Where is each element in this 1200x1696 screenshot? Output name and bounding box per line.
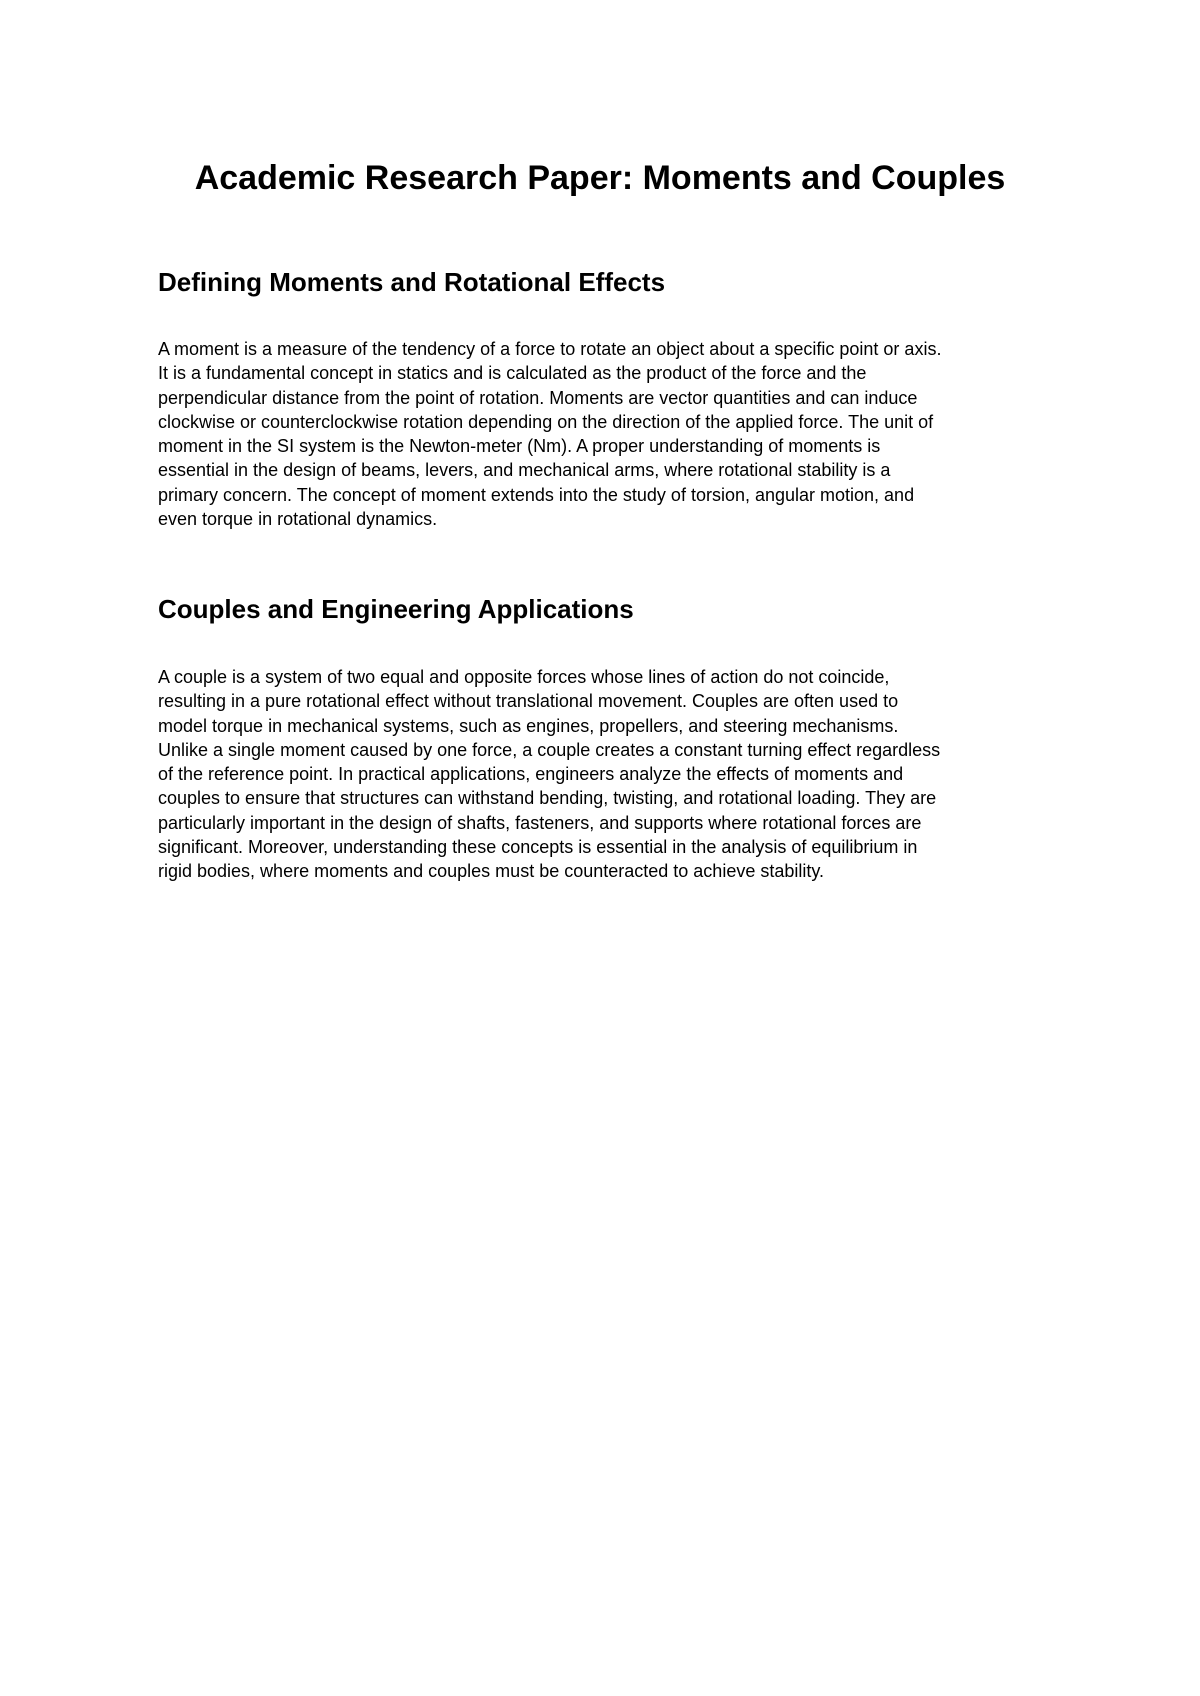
paragraph-line: couples to ensure that structures can withstand bending, twisting, and rotational loading. They are	[158, 788, 937, 809]
section-heading-couples: Couples and Engineering Applications	[158, 594, 634, 624]
paragraph-line: It is a fundamental concept in statics and is calculated as the product of the force and the	[158, 363, 867, 384]
paper-title: Academic Research Paper: Moments and Couples	[194, 159, 1006, 197]
section-heading-moments: Defining Moments and Rotational Effects	[158, 267, 666, 297]
paragraph-line: significant. Moreover, understanding these concepts is essential in the analysis of equilibrium in	[158, 837, 918, 858]
paragraph-line: model torque in mechanical systems, such as engines, propellers, and steering mechanisms.	[158, 715, 899, 736]
paragraph-line: essential in the design of beams, levers, and mechanical arms, where rotational stability is a	[158, 460, 891, 481]
paragraph-line: primary concern. The concept of moment extends into the study of torsion, angular motion, and	[158, 484, 915, 505]
section-body-couples	[158, 665, 1058, 884]
paragraph-line: resulting in a pure rotational effect without translational movement. Couples are often used to	[158, 691, 899, 712]
paragraph-line: moment in the SI system is the Newton-meter (Nm). A proper understanding of moments is	[158, 436, 881, 457]
paragraph-line: A moment is a measure of the tendency of a force to rotate an object about a specific point or axis.	[158, 339, 942, 359]
paragraph-line: rigid bodies, where moments and couples must be counteracted to achieve stability.	[158, 861, 825, 882]
section-body-moments	[158, 337, 1058, 531]
paragraph-line: A couple is a system of two equal and opposite forces whose lines of action do not coincide,	[158, 667, 890, 687]
paragraph-line: Unlike a single moment caused by one force, a couple creates a constant turning effect regardless	[158, 739, 941, 760]
paragraph-line: perpendicular distance from the point of rotation. Moments are vector quantities and can induce	[158, 387, 918, 408]
paragraph-line: of the reference point. In practical applications, engineers analyze the effects of moments and	[158, 764, 904, 785]
paragraph-line: particularly important in the design of shafts, fasteners, and supports where rotational forces are	[158, 812, 922, 833]
paragraph-line: clockwise or counterclockwise rotation depending on the direction of the applied force. The unit of	[158, 411, 934, 432]
paragraph-line: even torque in rotational dynamics.	[158, 509, 438, 530]
